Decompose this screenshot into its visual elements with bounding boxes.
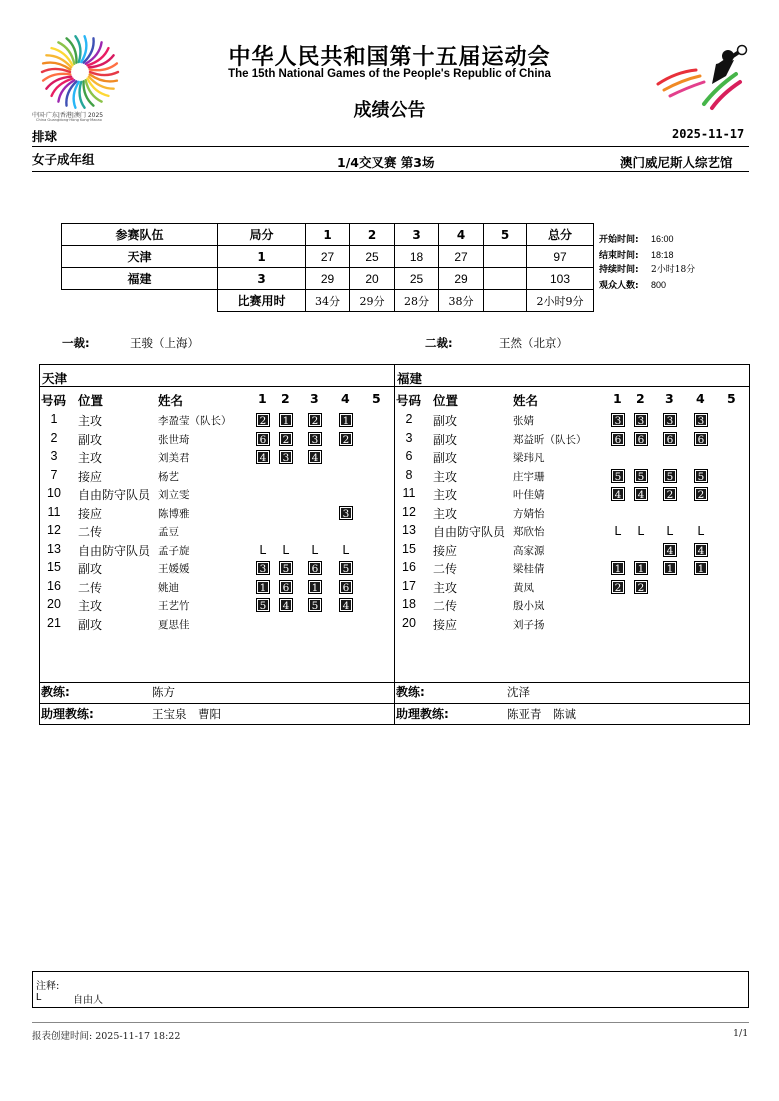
player-number: 20 xyxy=(47,597,61,611)
head-coach-label: 教练: xyxy=(396,685,425,699)
column-header-set: 3 xyxy=(665,391,674,406)
team-name-header: 天津 xyxy=(40,365,394,387)
footer-divider xyxy=(32,1022,749,1023)
player-position: 二传 xyxy=(433,562,458,576)
report-created-time: 报表创建时间: 2025-11-17 18:22 xyxy=(32,1031,181,1042)
column-header-set: 5 xyxy=(372,391,381,406)
player-number: 3 xyxy=(405,430,413,445)
header-set-5: 5 xyxy=(484,224,527,246)
set-score xyxy=(484,246,527,268)
assistant-coach-label: 助理教练: xyxy=(396,707,449,721)
player-number: 16 xyxy=(402,560,416,574)
report-date: 2025-11-17 xyxy=(672,127,745,141)
player-row xyxy=(395,579,749,597)
total-points: 103 xyxy=(527,268,594,290)
player-number: 13 xyxy=(402,523,416,537)
score-row-fujian xyxy=(62,268,594,290)
player-number: 17 xyxy=(402,578,416,593)
player-row xyxy=(395,560,749,578)
player-name: 殷小岚 xyxy=(513,600,545,612)
player-name: 梁玮凡 xyxy=(513,452,545,464)
starting-position-box: 6 xyxy=(634,432,648,446)
starting-position-box: 1 xyxy=(611,561,625,575)
starting-position-box: 4 xyxy=(694,543,708,557)
player-name: 李盈莹（队长） xyxy=(158,415,232,427)
header-set-1: 1 xyxy=(306,224,350,246)
player-row xyxy=(395,449,749,467)
libero-marker: L xyxy=(697,524,705,538)
header-set-2: 2 xyxy=(350,224,395,246)
team-name-header: 福建 xyxy=(395,365,749,387)
player-row xyxy=(40,560,394,578)
match-round: 1/4交叉赛 第3场 xyxy=(337,155,435,170)
libero-marker: L xyxy=(342,542,350,557)
assistant-coaches xyxy=(41,705,221,722)
starting-position-box: 4 xyxy=(279,598,293,612)
column-header-set: 1 xyxy=(613,391,622,406)
column-header-name: 姓名 xyxy=(513,393,539,408)
player-number: 2 xyxy=(50,430,58,445)
match-duration: 2小时18分 xyxy=(651,265,696,276)
team-roster-tianjin xyxy=(39,364,395,725)
column-header-name: 姓名 xyxy=(158,393,184,408)
column-header-set: 1 xyxy=(258,391,267,406)
player-row xyxy=(395,486,749,504)
notes-box xyxy=(32,971,749,1008)
player-row xyxy=(40,449,394,467)
notes-desc: 自由人 xyxy=(73,995,103,1006)
player-row xyxy=(395,412,749,430)
player-number: 11 xyxy=(47,504,61,519)
player-number: 21 xyxy=(47,615,61,630)
starting-position-box: 3 xyxy=(279,450,293,464)
player-row xyxy=(395,542,749,560)
starting-position-box: 2 xyxy=(256,413,270,427)
player-position: 副攻 xyxy=(78,617,103,632)
score-row-tianjin xyxy=(62,246,594,268)
player-number: 11 xyxy=(402,486,416,500)
player-row xyxy=(40,579,394,597)
player-number: 10 xyxy=(47,486,61,500)
player-row xyxy=(40,597,394,615)
starting-position-box: 3 xyxy=(256,561,270,575)
starting-position-box: 2 xyxy=(611,580,625,594)
player-name: 郑益昕（队长） xyxy=(513,433,587,446)
column-header-set: 3 xyxy=(310,391,319,406)
player-name: 王媛媛 xyxy=(158,563,190,575)
player-position: 主攻 xyxy=(78,451,103,465)
player-name: 黄凤 xyxy=(513,581,534,594)
starting-position-box: 6 xyxy=(256,432,270,446)
player-position: 主攻 xyxy=(78,414,103,428)
player-number: 12 xyxy=(402,504,416,519)
starting-position-box: 4 xyxy=(339,598,353,612)
player-name: 张世琦 xyxy=(158,433,190,446)
first-referee xyxy=(62,335,199,351)
header-set-4: 4 xyxy=(439,224,484,246)
head-coach xyxy=(396,683,530,700)
starting-position-box: 5 xyxy=(611,469,625,483)
player-position: 接应 xyxy=(433,543,458,558)
player-position: 副攻 xyxy=(433,451,458,465)
player-number: 1 xyxy=(50,412,58,426)
set-duration: 28分 xyxy=(395,290,439,312)
starting-position-box: 1 xyxy=(279,413,293,427)
player-number: 15 xyxy=(402,541,416,556)
games-title-en: The 15th National Games of the People's Republic of China xyxy=(228,68,551,80)
player-number: 6 xyxy=(405,449,413,463)
set-score xyxy=(484,268,527,290)
assistant-divider xyxy=(395,703,749,704)
player-row xyxy=(395,597,749,615)
starting-position-box: 1 xyxy=(694,561,708,575)
column-header-pos: 位置 xyxy=(78,393,104,408)
start-time-label: 开始时间: xyxy=(599,235,639,245)
head-coach-name: 沈泽 xyxy=(507,685,530,699)
duration-row xyxy=(62,290,594,312)
coach-divider xyxy=(40,682,394,683)
sets-won: 1 xyxy=(218,246,306,268)
player-position: 自由防守队员 xyxy=(78,543,151,558)
player-row xyxy=(40,505,394,523)
player-row xyxy=(395,431,749,449)
logo-left-text: 中国·广东|香港|澳门 2025 xyxy=(32,112,104,119)
starting-position-box: 5 xyxy=(663,469,677,483)
starting-position-box: 6 xyxy=(694,432,708,446)
player-position: 副攻 xyxy=(78,562,103,576)
starting-position-box: 4 xyxy=(256,450,270,464)
column-header-set: 5 xyxy=(727,391,736,406)
player-position: 接应 xyxy=(78,469,103,484)
first-referee-label: 一裁: xyxy=(62,336,90,350)
player-name: 刘子扬 xyxy=(513,618,545,631)
starting-position-box: 3 xyxy=(694,413,708,427)
duration-label: 比赛用时 xyxy=(218,290,306,312)
column-header-num: 号码 xyxy=(41,393,67,408)
starting-position-box: 2 xyxy=(663,487,677,501)
player-row xyxy=(40,523,394,541)
starting-position-box: 2 xyxy=(308,413,322,427)
second-referee-name: 王然（北京） xyxy=(499,336,568,350)
player-number: 2 xyxy=(405,412,413,426)
second-referee xyxy=(425,335,568,351)
set-score: 29 xyxy=(439,268,484,290)
audience-label: 观众人数: xyxy=(599,281,639,292)
header-team: 参赛队伍 xyxy=(62,224,218,246)
player-number: 20 xyxy=(402,615,416,630)
head-coach xyxy=(41,683,175,700)
player-position: 主攻 xyxy=(78,599,103,613)
starting-position-box: 4 xyxy=(308,450,322,464)
player-name: 刘立雯 xyxy=(158,489,190,501)
end-time-label: 结束时间: xyxy=(599,250,639,261)
libero-marker: L xyxy=(614,524,622,538)
player-name: 高家源 xyxy=(513,544,545,557)
libero-marker: L xyxy=(311,542,319,557)
player-name: 方婧怡 xyxy=(513,507,545,520)
header-set-3: 3 xyxy=(395,224,439,246)
header-divider xyxy=(32,146,749,147)
starting-position-box: 4 xyxy=(663,543,677,557)
player-number: 8 xyxy=(405,467,413,482)
starting-position-box: 3 xyxy=(339,506,353,520)
score-table xyxy=(61,223,594,312)
set-duration xyxy=(484,290,527,312)
starting-position-box: 3 xyxy=(611,413,625,427)
player-position: 自由防守队员 xyxy=(433,525,506,539)
venue: 澳门威尼斯人综艺馆 xyxy=(620,155,733,170)
starting-position-box: 2 xyxy=(279,432,293,446)
starting-position-box: 2 xyxy=(694,487,708,501)
player-row xyxy=(40,486,394,504)
starting-position-box: 6 xyxy=(308,561,322,575)
player-position: 副攻 xyxy=(433,432,458,447)
player-number: 3 xyxy=(50,449,58,463)
header-total: 总分 xyxy=(527,224,594,246)
team-name: 天津 xyxy=(62,246,218,268)
player-name: 杨艺 xyxy=(158,470,179,483)
set-score: 20 xyxy=(350,268,395,290)
player-row xyxy=(395,505,749,523)
head-coach-name: 陈方 xyxy=(152,685,175,699)
player-name: 姚迪 xyxy=(158,581,179,594)
player-position: 接应 xyxy=(433,617,458,632)
starting-position-box: 5 xyxy=(256,598,270,612)
starting-position-box: 3 xyxy=(663,413,677,427)
score-table-header xyxy=(62,224,594,246)
notes-label: 注释: xyxy=(36,981,60,992)
starting-position-box: 4 xyxy=(611,487,625,501)
player-name: 夏思佳 xyxy=(158,618,190,631)
player-position: 主攻 xyxy=(433,580,458,595)
starting-position-box: 2 xyxy=(339,432,353,446)
starting-position-box: 5 xyxy=(308,598,322,612)
player-row xyxy=(395,523,749,541)
audience-count: 800 xyxy=(651,280,667,291)
player-number: 12 xyxy=(47,523,61,537)
set-score: 27 xyxy=(306,246,350,268)
assistant-coaches xyxy=(396,705,576,722)
starting-position-box: 5 xyxy=(279,561,293,575)
assistant-coach-names: 王宝泉 曹阳 xyxy=(152,707,221,721)
player-number: 7 xyxy=(50,467,58,482)
player-number: 13 xyxy=(47,541,61,556)
total-duration: 2小时9分 xyxy=(527,290,594,312)
column-header-set: 2 xyxy=(281,391,290,406)
player-name: 孟子旋 xyxy=(158,544,190,557)
starting-position-box: 2 xyxy=(634,580,648,594)
age-group: 女子成年组 xyxy=(32,152,95,167)
starting-position-box: 5 xyxy=(339,561,353,575)
player-row xyxy=(40,542,394,560)
player-number: 15 xyxy=(47,560,61,574)
head-coach-label: 教练: xyxy=(41,685,70,699)
starting-position-box: 3 xyxy=(634,413,648,427)
starting-position-box: 6 xyxy=(279,580,293,594)
player-row xyxy=(395,616,749,634)
player-row xyxy=(40,431,394,449)
player-position: 二传 xyxy=(78,580,103,595)
column-header-set: 4 xyxy=(341,391,350,406)
column-header-set: 4 xyxy=(696,391,705,406)
player-number: 18 xyxy=(402,597,416,611)
sport-label: 排球 xyxy=(32,129,58,144)
libero-marker: L xyxy=(666,524,674,538)
duration-label: 持续时间: xyxy=(599,265,639,276)
starting-position-box: 1 xyxy=(308,580,322,594)
total-points: 97 xyxy=(527,246,594,268)
player-position: 自由防守队员 xyxy=(78,488,151,502)
player-position: 副攻 xyxy=(78,432,103,447)
starting-position-box: 4 xyxy=(634,487,648,501)
starting-position-box: 1 xyxy=(634,561,648,575)
player-row xyxy=(40,616,394,634)
second-referee-label: 二裁: xyxy=(425,336,453,350)
libero-marker: L xyxy=(259,542,267,557)
player-name: 梁桂倩 xyxy=(513,563,545,575)
header-divider-bottom xyxy=(32,171,749,172)
starting-position-box: 1 xyxy=(339,413,353,427)
header-sets: 局分 xyxy=(218,224,306,246)
starting-position-box: 1 xyxy=(663,561,677,575)
set-duration: 38分 xyxy=(439,290,484,312)
player-name: 孟豆 xyxy=(158,526,179,538)
document-title: 成绩公告 xyxy=(353,100,426,121)
assistant-coach-label: 助理教练: xyxy=(41,707,94,721)
player-position: 二传 xyxy=(78,525,103,539)
assistant-divider xyxy=(40,703,394,704)
page-number: 1/1 xyxy=(733,1028,749,1039)
starting-position-box: 6 xyxy=(611,432,625,446)
first-referee-name: 王骏（上海） xyxy=(130,336,199,350)
player-position: 主攻 xyxy=(433,488,458,502)
player-name: 陈博雅 xyxy=(158,507,190,520)
libero-marker: L xyxy=(637,524,645,538)
team-name: 福建 xyxy=(62,268,218,290)
column-header-pos: 位置 xyxy=(433,393,459,408)
set-score: 25 xyxy=(350,246,395,268)
player-name: 郑欣怡 xyxy=(513,526,545,538)
player-name: 王艺竹 xyxy=(158,600,190,612)
match-info xyxy=(599,232,695,294)
coach-divider xyxy=(395,682,749,683)
player-name: 刘美君 xyxy=(158,452,190,464)
set-score: 25 xyxy=(395,268,439,290)
player-row xyxy=(395,468,749,486)
column-header-num: 号码 xyxy=(396,393,422,408)
starting-position-box: 3 xyxy=(308,432,322,446)
games-title-cn: 中华人民共和国第十五届运动会 xyxy=(228,45,551,70)
set-duration: 34分 xyxy=(306,290,350,312)
player-position: 副攻 xyxy=(433,414,458,428)
player-number: 16 xyxy=(47,578,61,593)
libero-marker: L xyxy=(282,542,290,557)
starting-position-box: 5 xyxy=(634,469,648,483)
player-row xyxy=(40,468,394,486)
logo-left-subtext: China Guangdong·Hong Kong·Macao xyxy=(36,118,102,122)
set-score: 18 xyxy=(395,246,439,268)
player-name: 叶佳婧 xyxy=(513,489,545,501)
starting-position-box: 6 xyxy=(339,580,353,594)
start-time: 16:00 xyxy=(651,234,674,244)
column-header-set: 2 xyxy=(636,391,645,406)
player-name: 庄宇珊 xyxy=(513,470,545,483)
starting-position-box: 6 xyxy=(663,432,677,446)
player-name: 张婧 xyxy=(513,415,534,427)
end-time: 18:18 xyxy=(651,249,674,260)
notes-key: L xyxy=(36,992,42,1003)
player-row xyxy=(40,412,394,430)
starting-position-box: 5 xyxy=(694,469,708,483)
starting-position-box: 1 xyxy=(256,580,270,594)
player-position: 主攻 xyxy=(433,506,458,521)
player-position: 接应 xyxy=(78,506,103,521)
sets-won: 3 xyxy=(218,268,306,290)
player-position: 主攻 xyxy=(433,469,458,484)
assistant-coach-names: 陈亚青 陈诚 xyxy=(507,707,576,721)
player-position: 二传 xyxy=(433,599,458,613)
set-score: 27 xyxy=(439,246,484,268)
team-roster-fujian xyxy=(394,364,750,725)
set-duration: 29分 xyxy=(350,290,395,312)
set-score: 29 xyxy=(306,268,350,290)
